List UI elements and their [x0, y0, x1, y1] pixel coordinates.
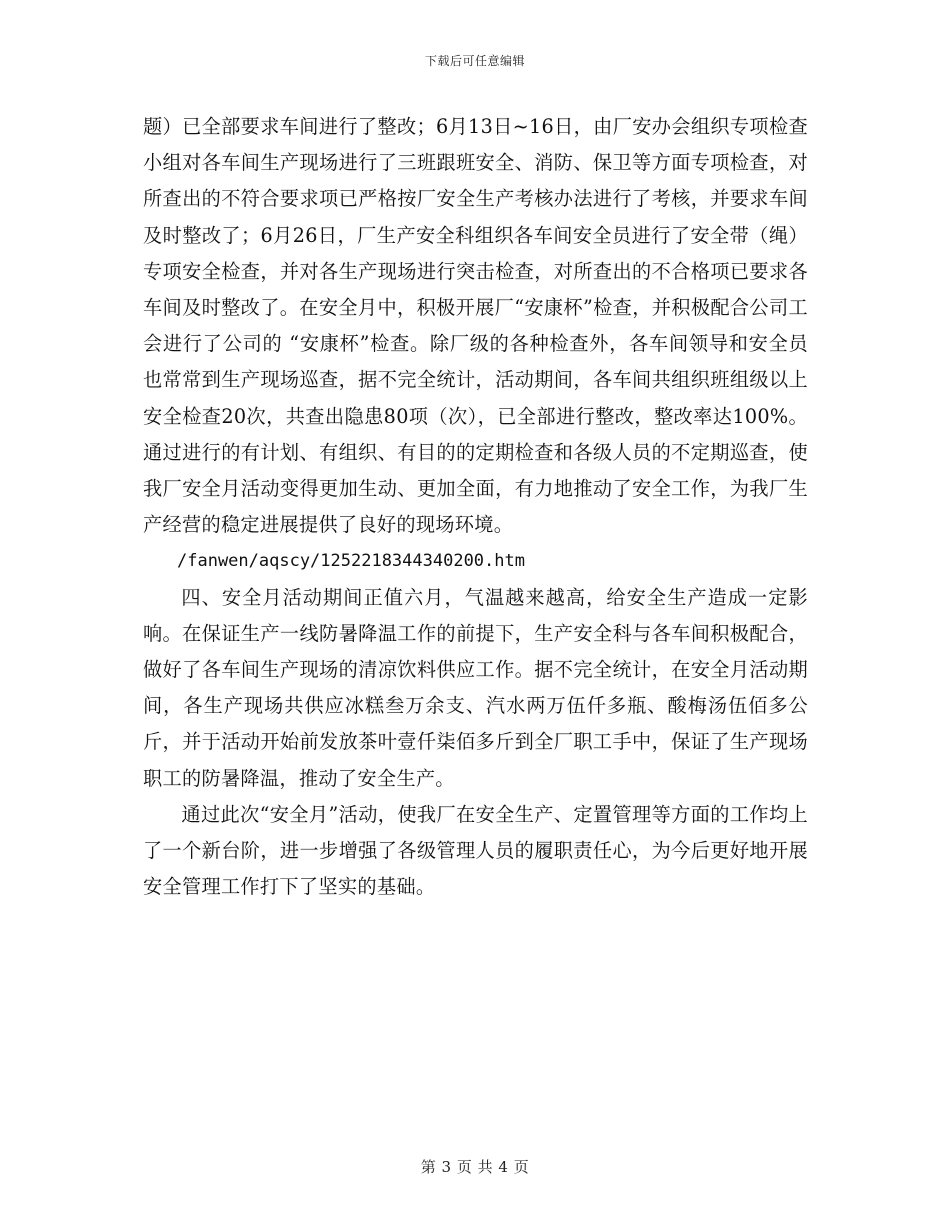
paragraph-continued: 题）已全部要求车间进行了整改；6月13日~16日，由厂安办会组织专项检查小组对各车间生产现场进行了三班跟班安全、消防、保卫等方面专项检查，对所查出的不符合要求项已严格按厂安全生产考核办法进行了考核，并要求车间及时整改了；6月26日，厂生产安全科组织各车间安全员进行了安全带（绳）专项安全检查，并对各生产现场进行突击检查，对所查出的不合格项已要求各车间及时整改了。在安全月中，积极开展厂“安康杯”检查，并积极配合公司工会进行了公司的 “安康杯”检查。除厂级的各种检查外，各车间领导和安全员也常常到生产现场巡查，据不完全统计，活动期间，各车间共组织班组级以上安全检查20次，共查出隐患80项（次），已全部进行整改，整改率达100%。通过进行的有计划、有组织、有目的的定期检查和各级人员的不定期巡查，使我厂安全月活动变得更加生动、更加全面，有力地推动了安全工作，为我厂生产经营的稳定进展提供了良好的现场环境。 — [143, 115, 808, 537]
paragraph-section-four: 四、安全月活动期间正值六月，气温越来越高，给安全生产造成一定影响。在保证生产一线防暑降温工作的前提下，生产安全科与各车间积极配合，做好了各车间生产现场的清凉饮料供应工作。据不完全统计，在安全月活动期间，各生产现场共供应冰糕叁万余支、汽水两万伍仟多瓶、酸梅汤伍佰多公斤，并于活动开始前发放茶叶壹仟柒佰多斤到全厂职工手中，保证了生产现场职工的防暑降温，推动了安全生产。 — [143, 585, 808, 790]
page-header: 下载后可任意编辑 — [424, 54, 525, 68]
page-number-footer: 第 3 页 共 4 页 — [420, 1158, 530, 1176]
document-body — [143, 109, 808, 905]
reference-url: /fanwen/aqscy/1252218344340200.htm — [177, 551, 525, 572]
paragraph-conclusion: 通过此次“安全月”活动，使我厂在安全生产、定置管理等方面的工作均上了一个新台阶，进一步增强了各级管理人员的履职责任心，为今后更好地开展安全管理工作打下了坚实的基础。 — [143, 802, 808, 899]
